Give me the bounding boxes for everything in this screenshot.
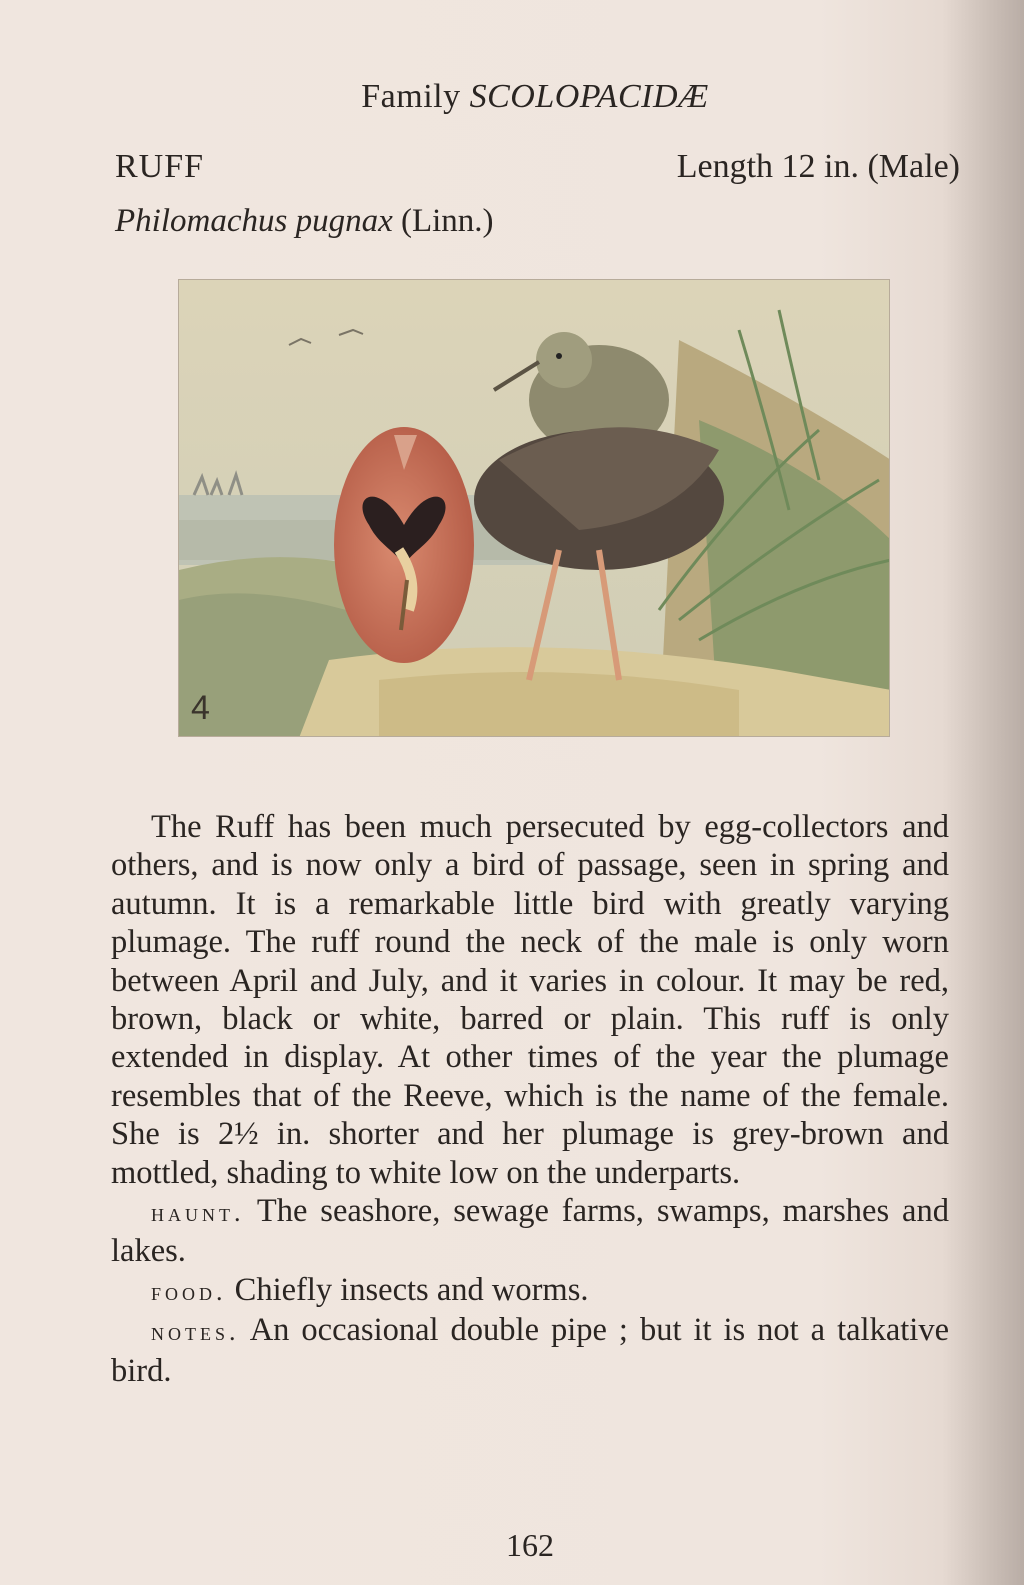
family-name: SCOLOPACIDÆ xyxy=(469,78,709,115)
notes-section xyxy=(111,1311,949,1390)
species-description xyxy=(111,808,949,1390)
haunt-text: The seashore, sewage farms, swamps, marshes and lakes. xyxy=(111,1193,949,1270)
haunt-label: haunt. xyxy=(151,1198,245,1228)
notes-label: notes. xyxy=(151,1317,240,1347)
species-header xyxy=(115,148,960,186)
haunt-section xyxy=(111,1192,949,1271)
species-common-name: RUFF xyxy=(115,148,205,185)
family-label: Family xyxy=(361,78,461,115)
family-heading xyxy=(0,78,1024,116)
ruff-painting xyxy=(179,280,890,737)
food-text: Chiefly insects and worms. xyxy=(234,1271,589,1308)
description-paragraph: The Ruff has been much persecuted by egg-collectors and others, and is now only a bird of passage, seen in spring and autumn. It is a remarkable little bird with greatly varying plumage. The ruff round the neck of the male is only worn between April and July, and it varies in colour. It may be red, brown, black or white, barred or plain. This ruff is only extended in display. At other times of the year the plumage resembles that of the Reeve, which is the name of the female. She is 2½ in. shorter and her plumage is grey-brown and mottled, shading to white low on the underparts. xyxy=(111,809,949,1191)
bird-illustration xyxy=(178,279,890,737)
scientific-name: Philomachus pugnax xyxy=(115,203,393,239)
notes-text: An occasional double pipe ; but it is not a talkative bird. xyxy=(111,1312,949,1389)
page-number: 162 xyxy=(506,1527,554,1563)
food-section xyxy=(111,1271,949,1311)
food-label: food. xyxy=(151,1276,227,1306)
species-scientific xyxy=(115,203,494,240)
plate-number: 4 xyxy=(191,689,210,727)
species-length: Length 12 in. (Male) xyxy=(676,148,960,185)
scientific-authority: (Linn.) xyxy=(400,203,494,239)
